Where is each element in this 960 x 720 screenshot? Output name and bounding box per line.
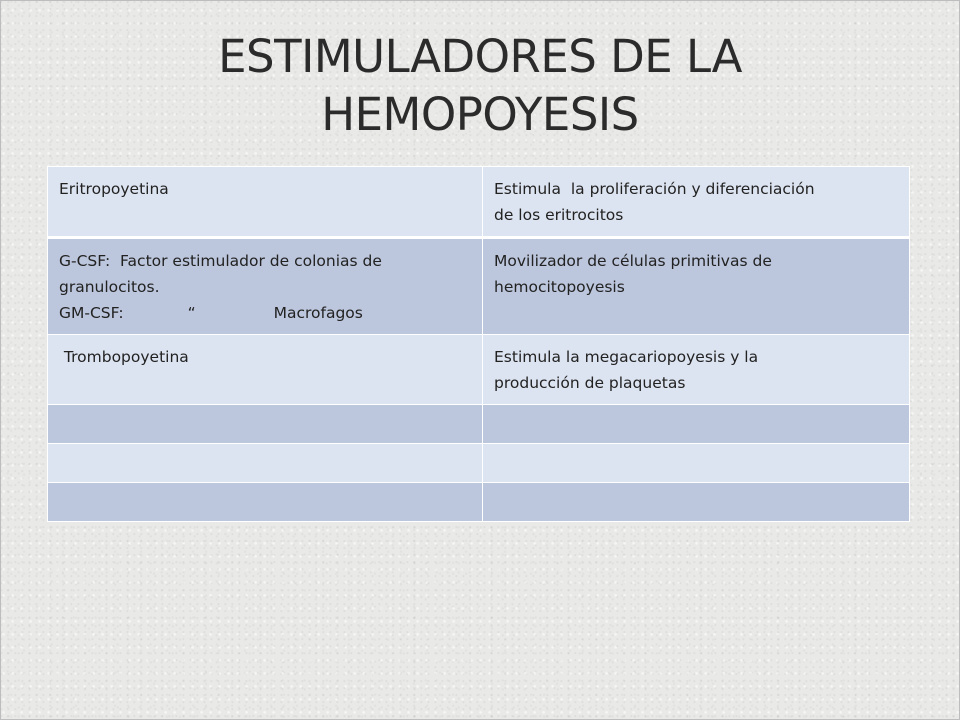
table-cell [48, 444, 483, 483]
cell-text: G-CSF: Factor estimulador de colonias de [59, 252, 382, 270]
title-line-2: HEMOPOYESIS [321, 88, 639, 141]
table-cell [483, 405, 910, 444]
table-cell [48, 335, 483, 405]
slide-title [0, 28, 960, 144]
table-cell [48, 483, 483, 522]
cell-text: granulocitos. [59, 278, 160, 296]
cell-text: hemocitopoyesis [494, 278, 625, 296]
cell-text: Estimula la megacariopoyesis y la [494, 348, 759, 366]
table-cell [48, 167, 483, 238]
cell-text: Movilizador de células primitivas de [494, 252, 772, 270]
table-cell [483, 167, 910, 238]
cell-text: de los eritrocitos [494, 206, 624, 224]
table-row [48, 405, 910, 444]
cell-text: Macrofagos [273, 304, 363, 322]
table-cell [48, 238, 483, 335]
cell-text-row [59, 300, 474, 326]
table-row [48, 444, 910, 483]
table-row [48, 483, 910, 522]
cell-text: Eritropoyetina [59, 180, 169, 198]
table-cell [48, 405, 483, 444]
cell-text: GM-CSF: [59, 304, 124, 322]
cell-text: Trombopoyetina [59, 348, 189, 366]
cell-text: producción de plaquetas [494, 374, 686, 392]
table-row [48, 335, 910, 405]
table-cell [483, 444, 910, 483]
cell-text: Estimula la proliferación y diferenciación [494, 180, 815, 198]
table-row [48, 238, 910, 335]
table-cell [483, 483, 910, 522]
table-cell [483, 335, 910, 405]
table-row [48, 167, 910, 238]
ditto-mark: “ [187, 304, 196, 322]
title-line-1: ESTIMULADORES DE LA [218, 30, 742, 83]
table-cell [483, 238, 910, 335]
stimulators-table [47, 166, 910, 522]
